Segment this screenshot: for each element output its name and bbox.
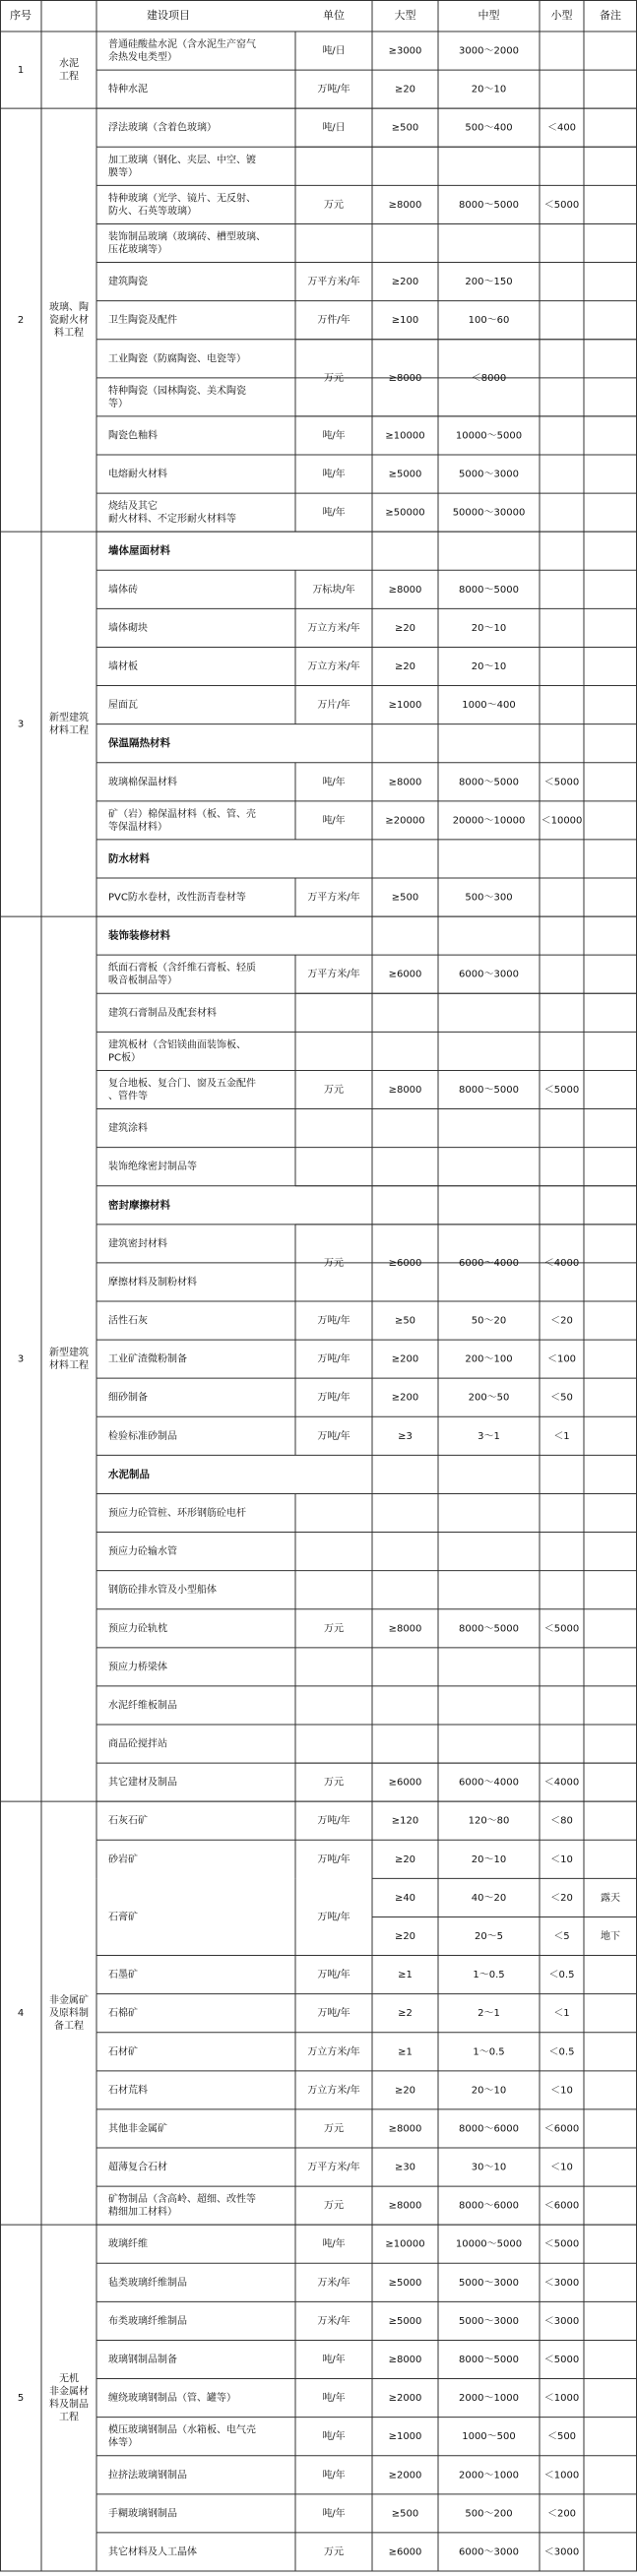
medium-cell: 2000～1000 xyxy=(459,2470,519,2482)
item-name: 石灰石矿 xyxy=(108,1815,148,1827)
small-cell: ＜10 xyxy=(550,2085,573,2097)
small-cell: ＜3000 xyxy=(543,2546,580,2558)
large-cell: ≥20 xyxy=(394,622,416,634)
medium-cell: 6000～3000 xyxy=(459,2546,519,2558)
small-cell: ＜1000 xyxy=(543,2470,580,2482)
item-name: 复合地板、复合门、窗及五金配件 xyxy=(108,1078,256,1090)
group-seq: 4 xyxy=(17,2008,25,2020)
large-cell: ≥500 xyxy=(391,2508,419,2520)
small-cell: ＜20 xyxy=(550,1892,573,1904)
large-cell: ≥500 xyxy=(391,892,419,904)
group-name: 瓷耐火材 xyxy=(49,315,89,327)
large-cell: ≥8000 xyxy=(388,1623,422,1635)
item-name: 工业矿渣微粉制备 xyxy=(108,1353,187,1365)
unit-cell: 吨/年 xyxy=(322,815,346,827)
unit-cell: 吨/日 xyxy=(322,122,346,134)
medium-cell: 5000～3000 xyxy=(459,2277,519,2289)
group-name: 新型建筑 xyxy=(49,713,89,724)
unit-cell: 吨/年 xyxy=(322,507,346,519)
unit-cell: 万立方米/年 xyxy=(307,2046,360,2058)
item-name: 石棉矿 xyxy=(108,2008,138,2020)
small-cell: ＜5000 xyxy=(543,777,580,788)
remark-cell: 地下 xyxy=(601,1931,620,1942)
unit-cell: 万吨/年 xyxy=(317,1315,350,1327)
medium-cell: 100～60 xyxy=(468,315,510,327)
group-name: 水泥 xyxy=(59,58,79,70)
item-name: 石材荒料 xyxy=(108,2085,148,2097)
medium-cell: 8000～6000 xyxy=(459,2200,519,2212)
unit-cell: 吨/年 xyxy=(322,777,346,788)
item-name: 体等） xyxy=(108,2437,138,2449)
item-name: 毡类玻璃纤维制品 xyxy=(108,2277,187,2289)
small-cell: ＜3000 xyxy=(543,2315,580,2327)
unit-cell: 万元 xyxy=(324,1257,344,1269)
item-name: 建筑陶瓷 xyxy=(108,277,148,288)
large-cell: ≥2000 xyxy=(388,2470,422,2482)
unit-cell: 万立方米/年 xyxy=(307,2085,360,2097)
medium-cell: 20000～10000 xyxy=(452,815,526,827)
large-cell: ≥200 xyxy=(391,1392,419,1404)
large-cell: ≥30 xyxy=(394,2162,416,2173)
unit-cell: 吨/年 xyxy=(322,2470,346,2482)
subhead: 密封摩擦材料 xyxy=(108,1199,170,1212)
item-name: 墙材板 xyxy=(108,661,138,672)
remark-cell: 露天 xyxy=(601,1892,620,1904)
small-cell: ＜0.5 xyxy=(548,2046,575,2058)
large-cell: ≥200 xyxy=(391,277,419,288)
large-cell: ≥3 xyxy=(398,1430,413,1442)
small-cell: ＜200 xyxy=(546,2508,577,2520)
item-name: 等） xyxy=(108,398,128,409)
item-name: 烧结及其它 xyxy=(108,501,158,513)
small-cell: ＜10000 xyxy=(541,815,583,827)
header-remark: 备注 xyxy=(600,9,621,22)
item-name: 吸音板制品等） xyxy=(108,975,177,987)
unit-cell: 万吨/年 xyxy=(317,1815,350,1827)
item-name: 拉挤法玻璃钢制品 xyxy=(108,2470,187,2482)
unit-cell: 万元 xyxy=(324,2200,344,2212)
subhead: 墙体屋面材料 xyxy=(108,544,170,557)
item-name: 装饰制品玻璃（玻璃砖、槽型玻璃、 xyxy=(108,231,266,243)
group-seq: 5 xyxy=(17,2393,25,2405)
large-cell: ≥10000 xyxy=(385,2238,425,2250)
medium-cell: 3000～2000 xyxy=(459,45,519,57)
subhead: 保温隔热材料 xyxy=(108,737,170,750)
small-cell: ＜500 xyxy=(546,2431,577,2443)
unit-cell: 万标块/年 xyxy=(312,584,355,596)
item-name: 矿物制品（含高岭、超细、改性等 xyxy=(108,2194,256,2206)
unit-cell: 吨/年 xyxy=(322,430,346,442)
medium-cell: 20～10 xyxy=(471,1853,507,1865)
medium-cell: 20～5 xyxy=(474,1931,504,1942)
item-name: 浮法玻璃（含着色玻璃） xyxy=(108,122,217,134)
large-cell: ≥6000 xyxy=(388,1777,422,1789)
item-name: 建筑密封材料 xyxy=(108,1238,167,1250)
unit-cell: 万片/年 xyxy=(317,700,350,712)
unit-cell: 万吨/年 xyxy=(317,1430,350,1442)
item-name: 电熔耐火材料 xyxy=(108,469,167,480)
unit-cell: 万元 xyxy=(324,372,344,384)
item-name: 石材矿 xyxy=(108,2046,138,2058)
header-item: 建设项目 xyxy=(147,9,190,22)
group-name: 工程 xyxy=(59,71,79,83)
group-name: 料工程 xyxy=(54,328,84,340)
medium-cell: 500～200 xyxy=(465,2508,513,2520)
large-cell: ≥1 xyxy=(398,1970,413,1981)
small-cell: ＜4000 xyxy=(543,1257,580,1269)
small-cell: ＜10 xyxy=(550,2162,573,2173)
group-seq: 3 xyxy=(17,719,25,730)
unit-cell: 万元 xyxy=(324,1777,344,1789)
unit-cell: 万元 xyxy=(324,1623,344,1635)
group-name: 新型建筑 xyxy=(49,1348,89,1359)
medium-cell: 1～0.5 xyxy=(473,2046,505,2058)
large-cell: ≥8000 xyxy=(388,2355,422,2365)
item-name: 水泥纤维板制品 xyxy=(108,1700,177,1712)
medium-cell: ＜8000 xyxy=(471,372,507,384)
subhead: 水泥制品 xyxy=(108,1468,150,1480)
unit-cell: 万元 xyxy=(324,2123,344,2135)
large-cell: ≥6000 xyxy=(388,969,422,980)
large-cell: ≥8000 xyxy=(388,584,422,596)
medium-cell: 200～100 xyxy=(465,1353,513,1365)
large-cell: ≥1 xyxy=(398,2046,413,2058)
item-name: PVC防水卷材，改性沥青卷材等 xyxy=(108,892,246,904)
medium-cell: 8000～5000 xyxy=(459,1085,519,1096)
item-name: 摩擦材料及制粉材料 xyxy=(108,1277,197,1288)
item-name: 特种水泥 xyxy=(108,84,148,95)
item-name: 活性石灰 xyxy=(108,1315,148,1327)
unit-cell: 吨/年 xyxy=(322,2508,346,2520)
unit-cell: 万吨/年 xyxy=(317,2008,350,2020)
medium-cell: 8000～5000 xyxy=(459,777,519,788)
small-cell: ＜1000 xyxy=(543,2393,580,2405)
unit-cell: 万元 xyxy=(324,1085,344,1096)
item-name: 超薄复合石材 xyxy=(108,2162,167,2173)
item-name: 膜等） xyxy=(108,167,138,179)
item-name: 检验标准砂制品 xyxy=(108,1430,177,1442)
large-cell: ≥5000 xyxy=(388,2315,422,2327)
item-name: 建筑板材（含铝镁曲面装饰板、 xyxy=(108,1039,246,1051)
large-cell: ≥20 xyxy=(394,84,416,95)
item-name: 防火、石英等玻璃） xyxy=(108,206,197,218)
large-cell: ≥10000 xyxy=(385,430,425,442)
large-cell: ≥8000 xyxy=(388,2200,422,2212)
medium-cell: 1000～500 xyxy=(462,2431,516,2443)
large-cell: ≥20000 xyxy=(385,815,425,827)
item-name: 玻璃纤维 xyxy=(108,2238,148,2250)
item-name: 陶瓷色釉料 xyxy=(108,430,158,442)
medium-cell: 2～1 xyxy=(478,2008,500,2020)
medium-cell: 20～10 xyxy=(471,2085,507,2097)
unit-cell: 万吨/年 xyxy=(317,1392,350,1404)
item-name: PC板） xyxy=(108,1052,142,1064)
group-seq: 3 xyxy=(17,1353,25,1365)
item-name: 其它建材及制品 xyxy=(108,1777,177,1789)
medium-cell: 5000～3000 xyxy=(459,469,519,480)
item-name: 压花玻璃等） xyxy=(108,244,167,256)
item-name: 缠绕玻璃钢制品（管、罐等） xyxy=(108,2393,236,2405)
unit-cell: 万元 xyxy=(324,2546,344,2558)
item-name: 耐火材料、不定形耐火材料等 xyxy=(108,514,236,526)
unit-cell: 吨/年 xyxy=(322,469,346,480)
small-cell: ＜3000 xyxy=(543,2277,580,2289)
small-cell: ＜4000 xyxy=(543,1777,580,1789)
medium-cell: 120～80 xyxy=(468,1815,510,1827)
large-cell: ≥40 xyxy=(394,1892,416,1904)
group-name: 非金属材 xyxy=(49,2386,89,2398)
item-name: 工业陶瓷（防腐陶瓷、电瓷等） xyxy=(108,353,246,365)
medium-cell: 500～300 xyxy=(465,892,513,904)
medium-cell: 8000～5000 xyxy=(459,584,519,596)
small-cell: ＜5000 xyxy=(543,1085,580,1096)
small-cell: ＜5000 xyxy=(543,2355,580,2365)
unit-cell: 吨/年 xyxy=(322,2393,346,2405)
medium-cell: 8000～6000 xyxy=(459,2123,519,2135)
item-name: 预应力砼管桩、环形钢筋砼电杆 xyxy=(108,1508,246,1519)
small-cell: ＜1 xyxy=(553,1430,570,1442)
item-name: 、管件等 xyxy=(108,1091,148,1102)
small-cell: ＜80 xyxy=(550,1815,573,1827)
medium-cell: 3～1 xyxy=(478,1430,500,1442)
large-cell: ≥5000 xyxy=(388,469,422,480)
large-cell: ≥200 xyxy=(391,1353,419,1365)
small-cell: ＜5000 xyxy=(543,1623,580,1635)
item-name: 加工玻璃（钢化、夹层、中空、镀 xyxy=(108,155,256,166)
large-cell: ≥8000 xyxy=(388,1085,422,1096)
large-cell: ≥20 xyxy=(394,1931,416,1942)
large-cell: ≥8000 xyxy=(388,2123,422,2135)
item-name: 石膏矿 xyxy=(108,1912,138,1923)
unit-cell: 吨/日 xyxy=(322,45,346,57)
group-name: 及原料制 xyxy=(49,2008,89,2020)
item-name: 模压玻璃钢制品（水箱板、电气壳 xyxy=(108,2424,256,2436)
group-name: 非金属矿 xyxy=(49,1995,89,2007)
large-cell: ≥8000 xyxy=(388,777,422,788)
item-name: 墙体砌块 xyxy=(108,622,148,634)
item-name: 特种玻璃（光学、镜片、无反射、 xyxy=(108,193,256,205)
large-cell: ≥20 xyxy=(394,661,416,672)
unit-cell: 万米/年 xyxy=(317,2315,350,2327)
group-name: 工程 xyxy=(59,2412,79,2423)
group-name: 材料工程 xyxy=(49,725,89,737)
small-cell: ＜20 xyxy=(550,1315,573,1327)
unit-cell: 吨/年 xyxy=(322,2431,346,2443)
medium-cell: 10000～5000 xyxy=(455,2238,523,2250)
medium-cell: 8000～5000 xyxy=(459,1623,519,1635)
medium-cell: 40～20 xyxy=(471,1892,507,1904)
group-seq: 1 xyxy=(17,65,25,77)
item-name: 特种陶瓷（园林陶瓷、美术陶瓷 xyxy=(108,385,246,397)
item-name: 商品砼搅拌站 xyxy=(108,1738,167,1750)
unit-cell: 万件/年 xyxy=(317,315,350,327)
large-cell: ≥2000 xyxy=(388,2393,422,2405)
small-cell: ＜1 xyxy=(553,2008,570,2020)
large-cell: ≥6000 xyxy=(388,1257,422,1269)
unit-cell: 万吨/年 xyxy=(317,1912,350,1923)
small-cell: ＜6000 xyxy=(543,2200,580,2212)
subhead: 装饰装修材料 xyxy=(108,929,170,942)
item-name: 建筑石膏制品及配套材料 xyxy=(108,1007,217,1019)
item-name: 砂岩矿 xyxy=(108,1853,138,1865)
group-name: 无机 xyxy=(59,2373,79,2385)
medium-cell: 6000～4000 xyxy=(459,1257,519,1269)
unit-cell: 万吨/年 xyxy=(317,1853,350,1865)
header-unit: 单位 xyxy=(323,9,345,22)
item-name: 屋面瓦 xyxy=(108,700,138,712)
unit-cell: 万平方米/年 xyxy=(307,892,360,904)
large-cell: ≥3000 xyxy=(388,45,422,57)
item-name: 玻璃钢制品制备 xyxy=(108,2355,177,2365)
medium-cell: 50000～30000 xyxy=(452,507,526,519)
unit-cell: 万吨/年 xyxy=(317,1353,350,1365)
group-seq: 2 xyxy=(17,315,25,327)
table-text xyxy=(10,8,621,2557)
medium-cell: 20～10 xyxy=(471,84,507,95)
item-name: 细砂制备 xyxy=(108,1392,148,1404)
subhead: 防水材料 xyxy=(108,852,150,865)
group-name: 玻璃、陶 xyxy=(49,302,89,314)
item-name: 墙体砖 xyxy=(108,584,138,596)
item-name: 等保温材料） xyxy=(108,821,167,833)
unit-cell: 万吨/年 xyxy=(317,84,350,95)
small-cell: ＜0.5 xyxy=(548,1970,575,1981)
header-small: 小型 xyxy=(550,9,573,22)
medium-cell: 5000～3000 xyxy=(459,2315,519,2327)
large-cell: ≥1000 xyxy=(388,2431,422,2443)
medium-cell: 1～0.5 xyxy=(473,1970,505,1981)
item-name: 石墨矿 xyxy=(108,1970,138,1981)
item-name: 卫生陶瓷及配件 xyxy=(108,315,177,327)
item-name: 装饰绝缘密封制品等 xyxy=(108,1162,197,1173)
medium-cell: 10000～5000 xyxy=(455,430,523,442)
unit-cell: 万立方米/年 xyxy=(307,622,360,634)
large-cell: ≥50000 xyxy=(385,507,425,519)
item-name: 纸面石膏板（含纤维石膏板、轻质 xyxy=(108,963,256,974)
small-cell: ＜50 xyxy=(550,1392,573,1404)
large-cell: ≥20 xyxy=(394,1853,416,1865)
item-name: 其它材料及人工晶体 xyxy=(108,2546,197,2558)
group-name: 料及制品 xyxy=(49,2399,89,2411)
large-cell: ≥8000 xyxy=(388,372,422,384)
medium-cell: 6000～3000 xyxy=(459,969,519,980)
item-name: 其他非金属矿 xyxy=(108,2123,167,2135)
large-cell: ≥2 xyxy=(398,2008,413,2020)
unit-cell: 万平方米/年 xyxy=(307,969,360,980)
medium-cell: 50～20 xyxy=(471,1315,507,1327)
item-name: 矿（岩）棉保温材料（板、管、壳 xyxy=(108,808,256,820)
medium-cell: 2000～1000 xyxy=(459,2393,519,2405)
item-name: 普通硅酸盐水泥（含水泥生产窑气 xyxy=(108,39,256,51)
small-cell: ＜5 xyxy=(553,1931,570,1942)
unit-cell: 万平方米/年 xyxy=(307,2162,360,2173)
unit-cell: 万元 xyxy=(324,199,344,211)
item-name: 精细加工材料） xyxy=(108,2207,177,2219)
item-name: 玻璃棉保温材料 xyxy=(108,777,177,788)
header-medium: 中型 xyxy=(478,9,500,22)
unit-cell: 万平方米/年 xyxy=(307,277,360,288)
unit-cell: 万米/年 xyxy=(317,2277,350,2289)
unit-cell: 吨/年 xyxy=(322,2238,346,2250)
header-seq: 序号 xyxy=(10,9,32,22)
medium-cell: 6000～4000 xyxy=(459,1777,519,1789)
medium-cell: 200～50 xyxy=(468,1392,510,1404)
large-cell: ≥8000 xyxy=(388,199,422,211)
small-cell: ＜100 xyxy=(546,1353,577,1365)
medium-cell: 20～10 xyxy=(471,661,507,672)
item-name: 预应力砼输水管 xyxy=(108,1546,177,1558)
medium-cell: 500～400 xyxy=(465,122,513,134)
unit-cell: 万立方米/年 xyxy=(307,661,360,672)
large-cell: ≥5000 xyxy=(388,2277,422,2289)
group-name: 材料工程 xyxy=(49,1360,89,1372)
large-cell: ≥120 xyxy=(391,1815,419,1827)
small-cell: ＜5000 xyxy=(543,2238,580,2250)
large-cell: ≥50 xyxy=(394,1315,416,1327)
small-cell: ＜6000 xyxy=(543,2123,580,2135)
medium-cell: 20～10 xyxy=(471,622,507,634)
medium-cell: 8000～5000 xyxy=(459,2355,519,2365)
medium-cell: 1000～400 xyxy=(462,700,516,712)
medium-cell: 200～150 xyxy=(465,277,513,288)
medium-cell: 30～10 xyxy=(471,2162,507,2173)
item-name: 预应力砼轨枕 xyxy=(108,1623,167,1635)
unit-cell: 吨/年 xyxy=(322,2355,346,2365)
item-name: 手糊玻璃钢制品 xyxy=(108,2508,177,2520)
item-name: 布类玻璃纤维制品 xyxy=(108,2315,187,2327)
small-cell: ＜400 xyxy=(546,122,577,134)
item-name: 建筑涂料 xyxy=(108,1123,148,1135)
large-cell: ≥100 xyxy=(391,315,419,327)
large-cell: ≥6000 xyxy=(388,2546,422,2558)
unit-cell: 万吨/年 xyxy=(317,1970,350,1981)
medium-cell: 8000～5000 xyxy=(459,199,519,211)
large-cell: ≥1000 xyxy=(388,700,422,712)
small-cell: ＜5000 xyxy=(543,199,580,211)
item-name: 余热发电类型） xyxy=(108,52,177,64)
large-cell: ≥500 xyxy=(391,122,419,134)
group-name: 备工程 xyxy=(54,2021,84,2033)
item-name: 预应力桥梁体 xyxy=(108,1662,167,1673)
small-cell: ＜10 xyxy=(550,1853,573,1865)
large-cell: ≥20 xyxy=(394,2085,416,2097)
item-name: 钢筋砼排水管及小型船体 xyxy=(108,1585,217,1597)
header-large: 大型 xyxy=(394,9,416,22)
